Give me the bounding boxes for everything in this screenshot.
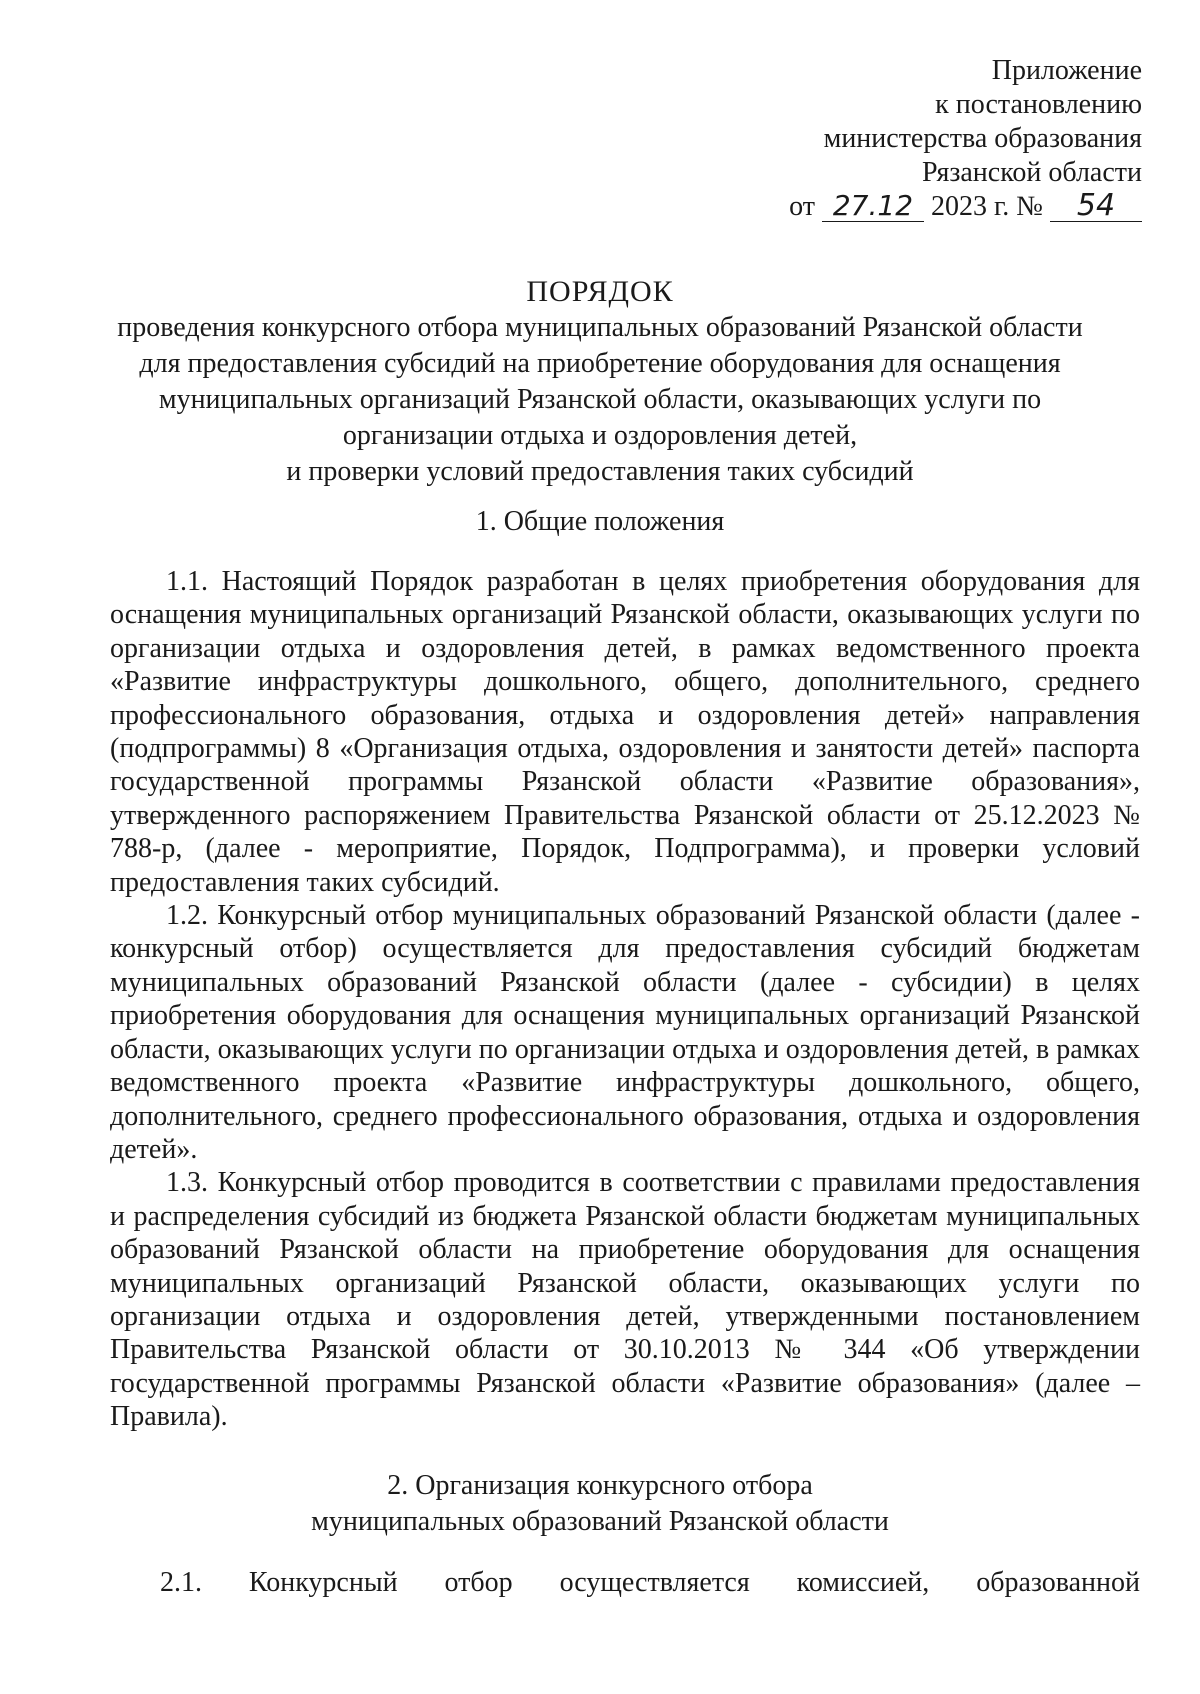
title-line-1: проведения конкурсного отбора муниципальных образований Рязанской области — [117, 312, 1083, 343]
appendix-block — [789, 54, 1142, 224]
handwritten-number: 54 — [1050, 191, 1142, 222]
section-2-heading — [60, 1468, 1140, 1540]
section-2-heading-line-2: муниципальных образований Рязанской области — [311, 1506, 889, 1537]
paragraph-2-1-start: 2.1. Конкурсный отбор осуществляется комиссией, образованной — [160, 1567, 1140, 1598]
appendix-line-2: к постановлению — [935, 89, 1142, 120]
section-2-heading-line-1: 2. Организация конкурсного отбора — [387, 1470, 813, 1501]
section-1-heading: 1. Общие положения — [475, 506, 725, 537]
date-prefix: от — [789, 191, 815, 222]
appendix-line-3: министерства образования — [823, 123, 1142, 154]
paragraph-1-3: 1.3. Конкурсный отбор проводится в соответствии с правилами предоставления и распределения субсидий из бюджета Рязанской области бюджетам муниципальных образований Рязанской области на приобретение оборудования для оснащения муниципальных организаций Рязанской области, оказывающих услуги по организации отдыха и оздоровления детей, утвержденными постановлением Правительства Рязанской области от 30.10.2013 № 344 «Об утверждении государственной программы Рязанской области «Развитие образования» (далее – Правила). — [110, 1167, 1140, 1433]
paragraph-1-1: 1.1. Настоящий Порядок разработан в целях приобретения оборудования для оснащения муниципальных организаций Рязанской области, оказывающих услуги по организации отдыха и оздоровления детей, в рамках ведомственного проекта «Развитие инфраструктуры дошкольного, общего, дополнительного, среднего профессионального образования, отдыха и оздоровления детей» направления (подпрограммы) 8 «Организация отдыха, оздоровления и занятости детей» паспорта государственной программы Рязанской области «Развитие образования», утвержденного распоряжением Правительства Рязанской области от 25.12.2023 № 788-р, (далее - мероприятие, Порядок, Подпрограмма), и проверки условий предоставления таких субсидий. — [110, 566, 1140, 898]
document-title — [60, 274, 1140, 490]
appendix-line-4: Рязанской области — [921, 157, 1142, 188]
title-line-4: организации отдыха и оздоровления детей, — [342, 420, 858, 451]
section-1-body — [110, 565, 1140, 1434]
title-line-5: и проверки условий предоставления таких субсидий — [286, 456, 914, 487]
title-heading: ПОРЯДОК — [526, 275, 674, 308]
appendix-line-1: Приложение — [991, 55, 1142, 86]
title-line-2: для предоставления субсидий на приобретение оборудования для оснащения — [139, 348, 1061, 379]
paragraph-1-2: 1.2. Конкурсный отбор муниципальных образований Рязанской области (далее - конкурсный отбор) осуществляется для предоставления субсидий бюджетам муниципальных образований Рязанской области (далее - субсидии) в целях приобретения оборудования для оснащения муниципальных организаций Рязанской области, оказывающих услуги по организации отдыха и оздоровления детей, в рамках ведомственного проекта «Развитие инфраструктуры дошкольного, общего, дополнительного, среднего профессионального образования, отдыха и оздоровления детей». — [110, 900, 1140, 1165]
year-and-number-label: 2023 г. № — [930, 191, 1043, 222]
appendix-date-line — [789, 190, 1142, 224]
handwritten-date: 27.12 — [822, 191, 924, 222]
title-line-3: муниципальных организаций Рязанской области, оказывающих услуги по — [158, 384, 1042, 415]
